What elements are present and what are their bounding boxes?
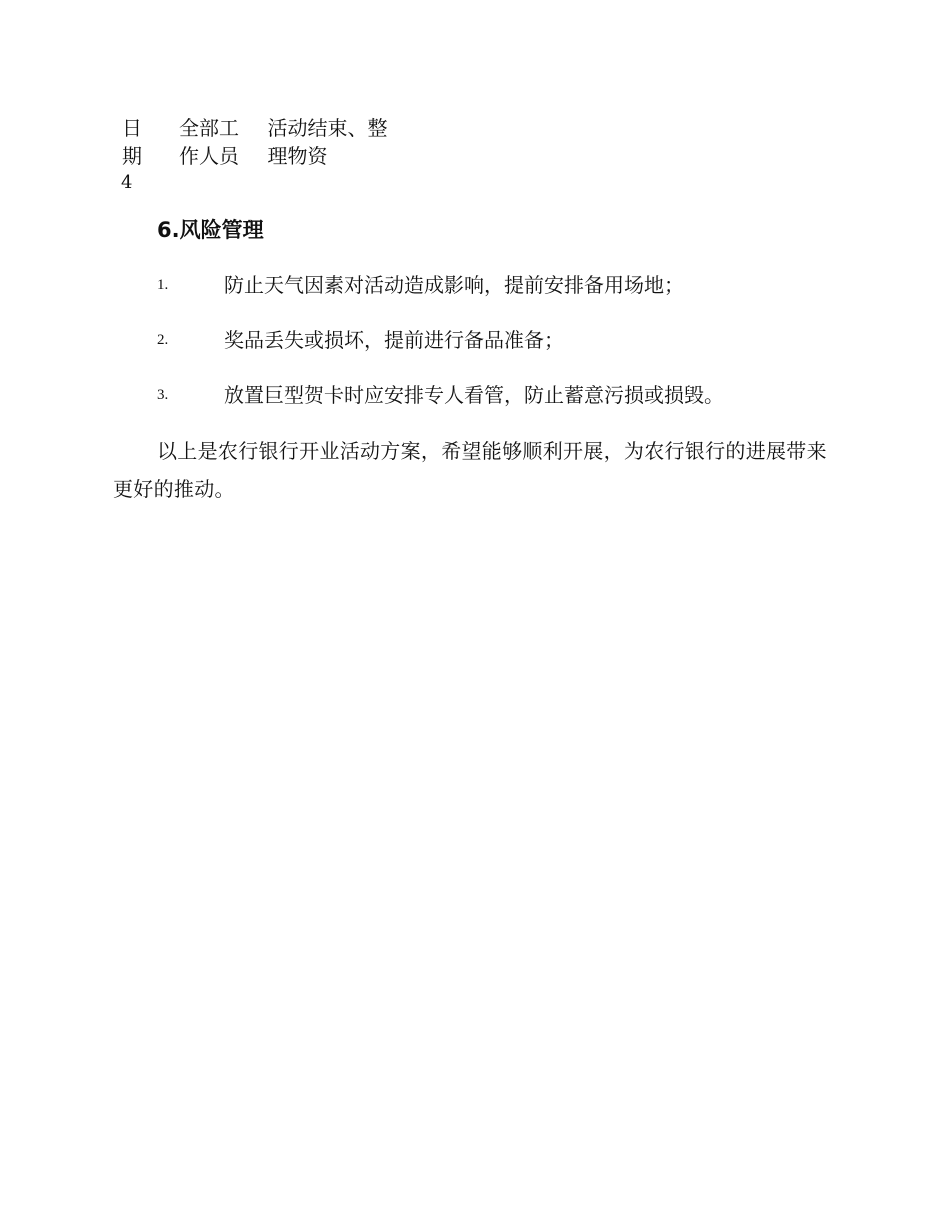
list-item-number: 2.: [157, 332, 169, 348]
table-cell-date: 日 期: [122, 116, 142, 168]
table-cell-staff: 全部工 作人员: [179, 116, 240, 168]
list-item-number: 1.: [157, 277, 169, 293]
list-item-text: 防止天气因素对活动造成影响，提前安排备用场地；: [224, 273, 684, 297]
list-item: [0, 323, 950, 357]
section-heading: 6.风险管理: [157, 218, 264, 242]
list-item-text: 放置巨型贺卡时应安排专人看管，防止蓄意污损或损毁。: [224, 383, 724, 407]
table-row: [115, 114, 415, 170]
schedule-table-fragment: [115, 114, 415, 196]
list-item: [0, 268, 950, 302]
conclusion-paragraph: 以上是农行银行开业活动方案，希望能够顺利开展，为农行银行的进展带来更好的推动。: [113, 439, 827, 501]
table-cell-task: 活动结束、整 理物资: [267, 116, 388, 168]
list-item-number: 3.: [157, 387, 169, 403]
list-item-text: 奖品丢失或损坏，提前进行备品准备；: [224, 328, 564, 352]
list-item: [0, 378, 950, 412]
table-row-number: 4: [121, 172, 133, 193]
